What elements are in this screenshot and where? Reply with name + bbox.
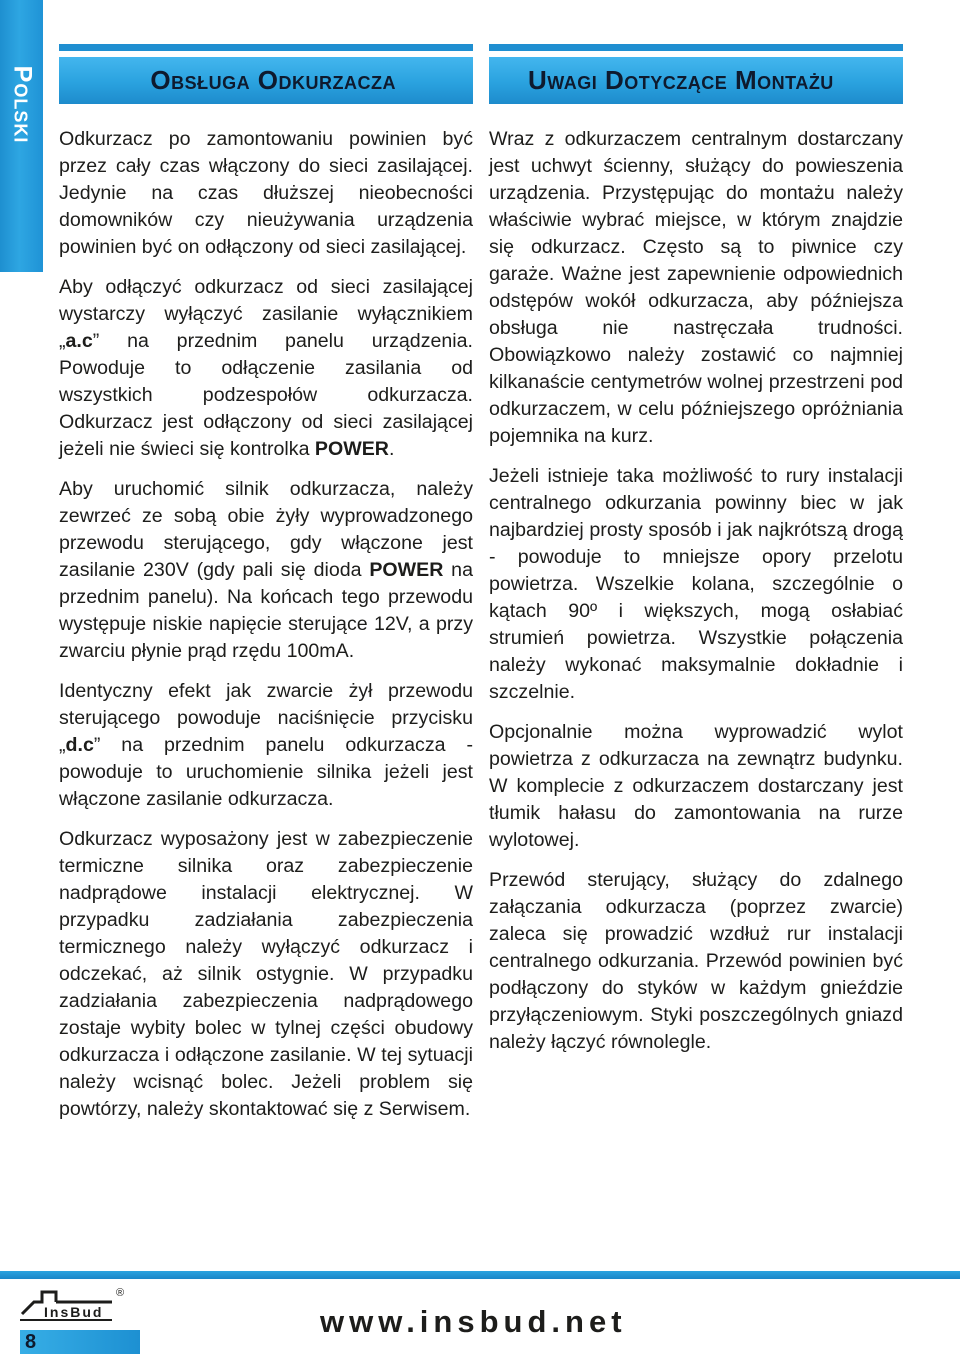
- website-url[interactable]: www.insbud.net: [320, 1304, 627, 1339]
- language-label: Polski: [8, 65, 36, 144]
- svg-text:®: ®: [116, 1287, 125, 1299]
- house-logo-icon: [20, 1284, 130, 1330]
- paragraph: Odkurzacz wyposażony jest w zabezpieczenie termiczne silnika oraz zabezpieczenie nadprądowe instalacji elektrycznej. W przypadku zadziałania zabezpieczenia termicznego należy wyłączyć odkurzacz i odczekać, aż silnik ostygnie. W przypadku zadziałania zabezpieczenia nadprądowego zostaje wybity bolec w tylnej części obudowy odkurzacza i odłączone zasilanie. W tej sytuacji należy wcisnąć bolec. Jeżeli problem się powtórzy, należy skontaktować się z Serwisem.: [59, 828, 473, 1120]
- language-tab: [0, 0, 43, 272]
- paragraph: Jeżeli istnieje taka możliwość to rury instalacji centralnego odkurzania powinny biec w jak najbardziej prosty sposób i jak najkrótszą drogą - powoduje to mniejsze opory przelotu powietrza. Wszelkie kolana, szczególnie o kątach 90º i większych, mogą osłabiać strumień powietrza. Wszystkie połączenia należy wykonać maksymalnie dokładnie i szczelnie.: [489, 465, 903, 703]
- page-number: 8: [25, 1331, 37, 1353]
- section-title: Uwagi Dotyczące Montażu: [528, 65, 834, 95]
- svg-text:InsBud: InsBud: [44, 1304, 104, 1320]
- section-header: [59, 57, 473, 104]
- paragraph: Identyczny efekt jak zwarcie żył przewodu sterującego powoduje naciśnięcie przycisku „d.c” na przednim panelu odkurzacza - powoduje to uruchomienie silnika jeżeli jest włączone zasilanie odkurzacza.: [59, 680, 473, 810]
- section-header: [489, 57, 903, 104]
- paragraph: Opcjonalnie można wyprowadzić wylot powietrza z odkurzacza na zewnątrz budynku. W komplecie z odkurzaczem dostarczany jest tłumik hałasu do zamontowania na rurze wylotowej.: [489, 721, 903, 851]
- paragraph: Wraz z odkurzaczem centralnym dostarczany jest uchwyt ścienny, służący do powieszenia urządzenia. Przystępując do montażu należy właściwie wybrać miejsce, w którym znajdzie się odkurzacz. Często są to piwnice czy garaże. Ważne jest zapewnienie odpowiednich odstępów wokół odkurzacza, aby późniejsza obsługa nie nastręczała trudności. Obowiązkowo należy zostawić co najmniej kilkanaście centymetrów wolnej przestrzeni pod odkurzaczem, w celu późniejszego opróżniania pojemnika na kurz.: [489, 128, 903, 447]
- section-body: [59, 126, 473, 1136]
- paragraph: Aby odłączyć odkurzacz od sieci zasilającej wystarczy wyłączyć zasilanie wyłącznikiem „a.c” na przednim panelu urządzenia. Powoduje to odłączenie zasilania od wszystkich podzespołów odkurzacza. Odkurzacz jest odłączony od sieci zasilającej jeżeli nie świeci się kontrolka POWER.: [59, 276, 473, 460]
- paragraph: Odkurzacz po zamontowaniu powinien być przez cały czas włączony do sieci zasilającej. Jedynie na czas dłuższej nieobecności domowników czy nieużywania urządzenia powinien być on odłączony od sieci zasilającej.: [59, 128, 473, 258]
- section-rule: [489, 44, 903, 51]
- section-body: [489, 126, 903, 1069]
- company-logo: [20, 1284, 130, 1330]
- paragraph: Przewód sterujący, służący do zdalnego załączania odkurzacza (poprzez zwarcie) zaleca się prowadzić wzdłuż rur instalacji centralnego odkurzania. Przewód powinien być podłączony do styków w każdym gnieździe przyłączeniowym. Styki poszczególnych gniazd należy łączyć równolegle.: [489, 869, 903, 1053]
- footer-band: [0, 1271, 960, 1279]
- paragraph: Aby uruchomić silnik odkurzacza, należy zewrzeć ze sobą obie żyły wyprowadzonego przewodu sterującego, gdy włączone jest zasilanie 230V (gdy pali się dioda POWER na przednim panelu). Na końcach tego przewodu występuje niskie napięcie sterujące 12V, a przy zwarciu płynie prąd rzędu 100mA.: [59, 478, 473, 662]
- section-title: Obsługa Odkurzacza: [150, 65, 396, 95]
- page-number-bar: [20, 1330, 140, 1354]
- section-rule: [59, 44, 473, 51]
